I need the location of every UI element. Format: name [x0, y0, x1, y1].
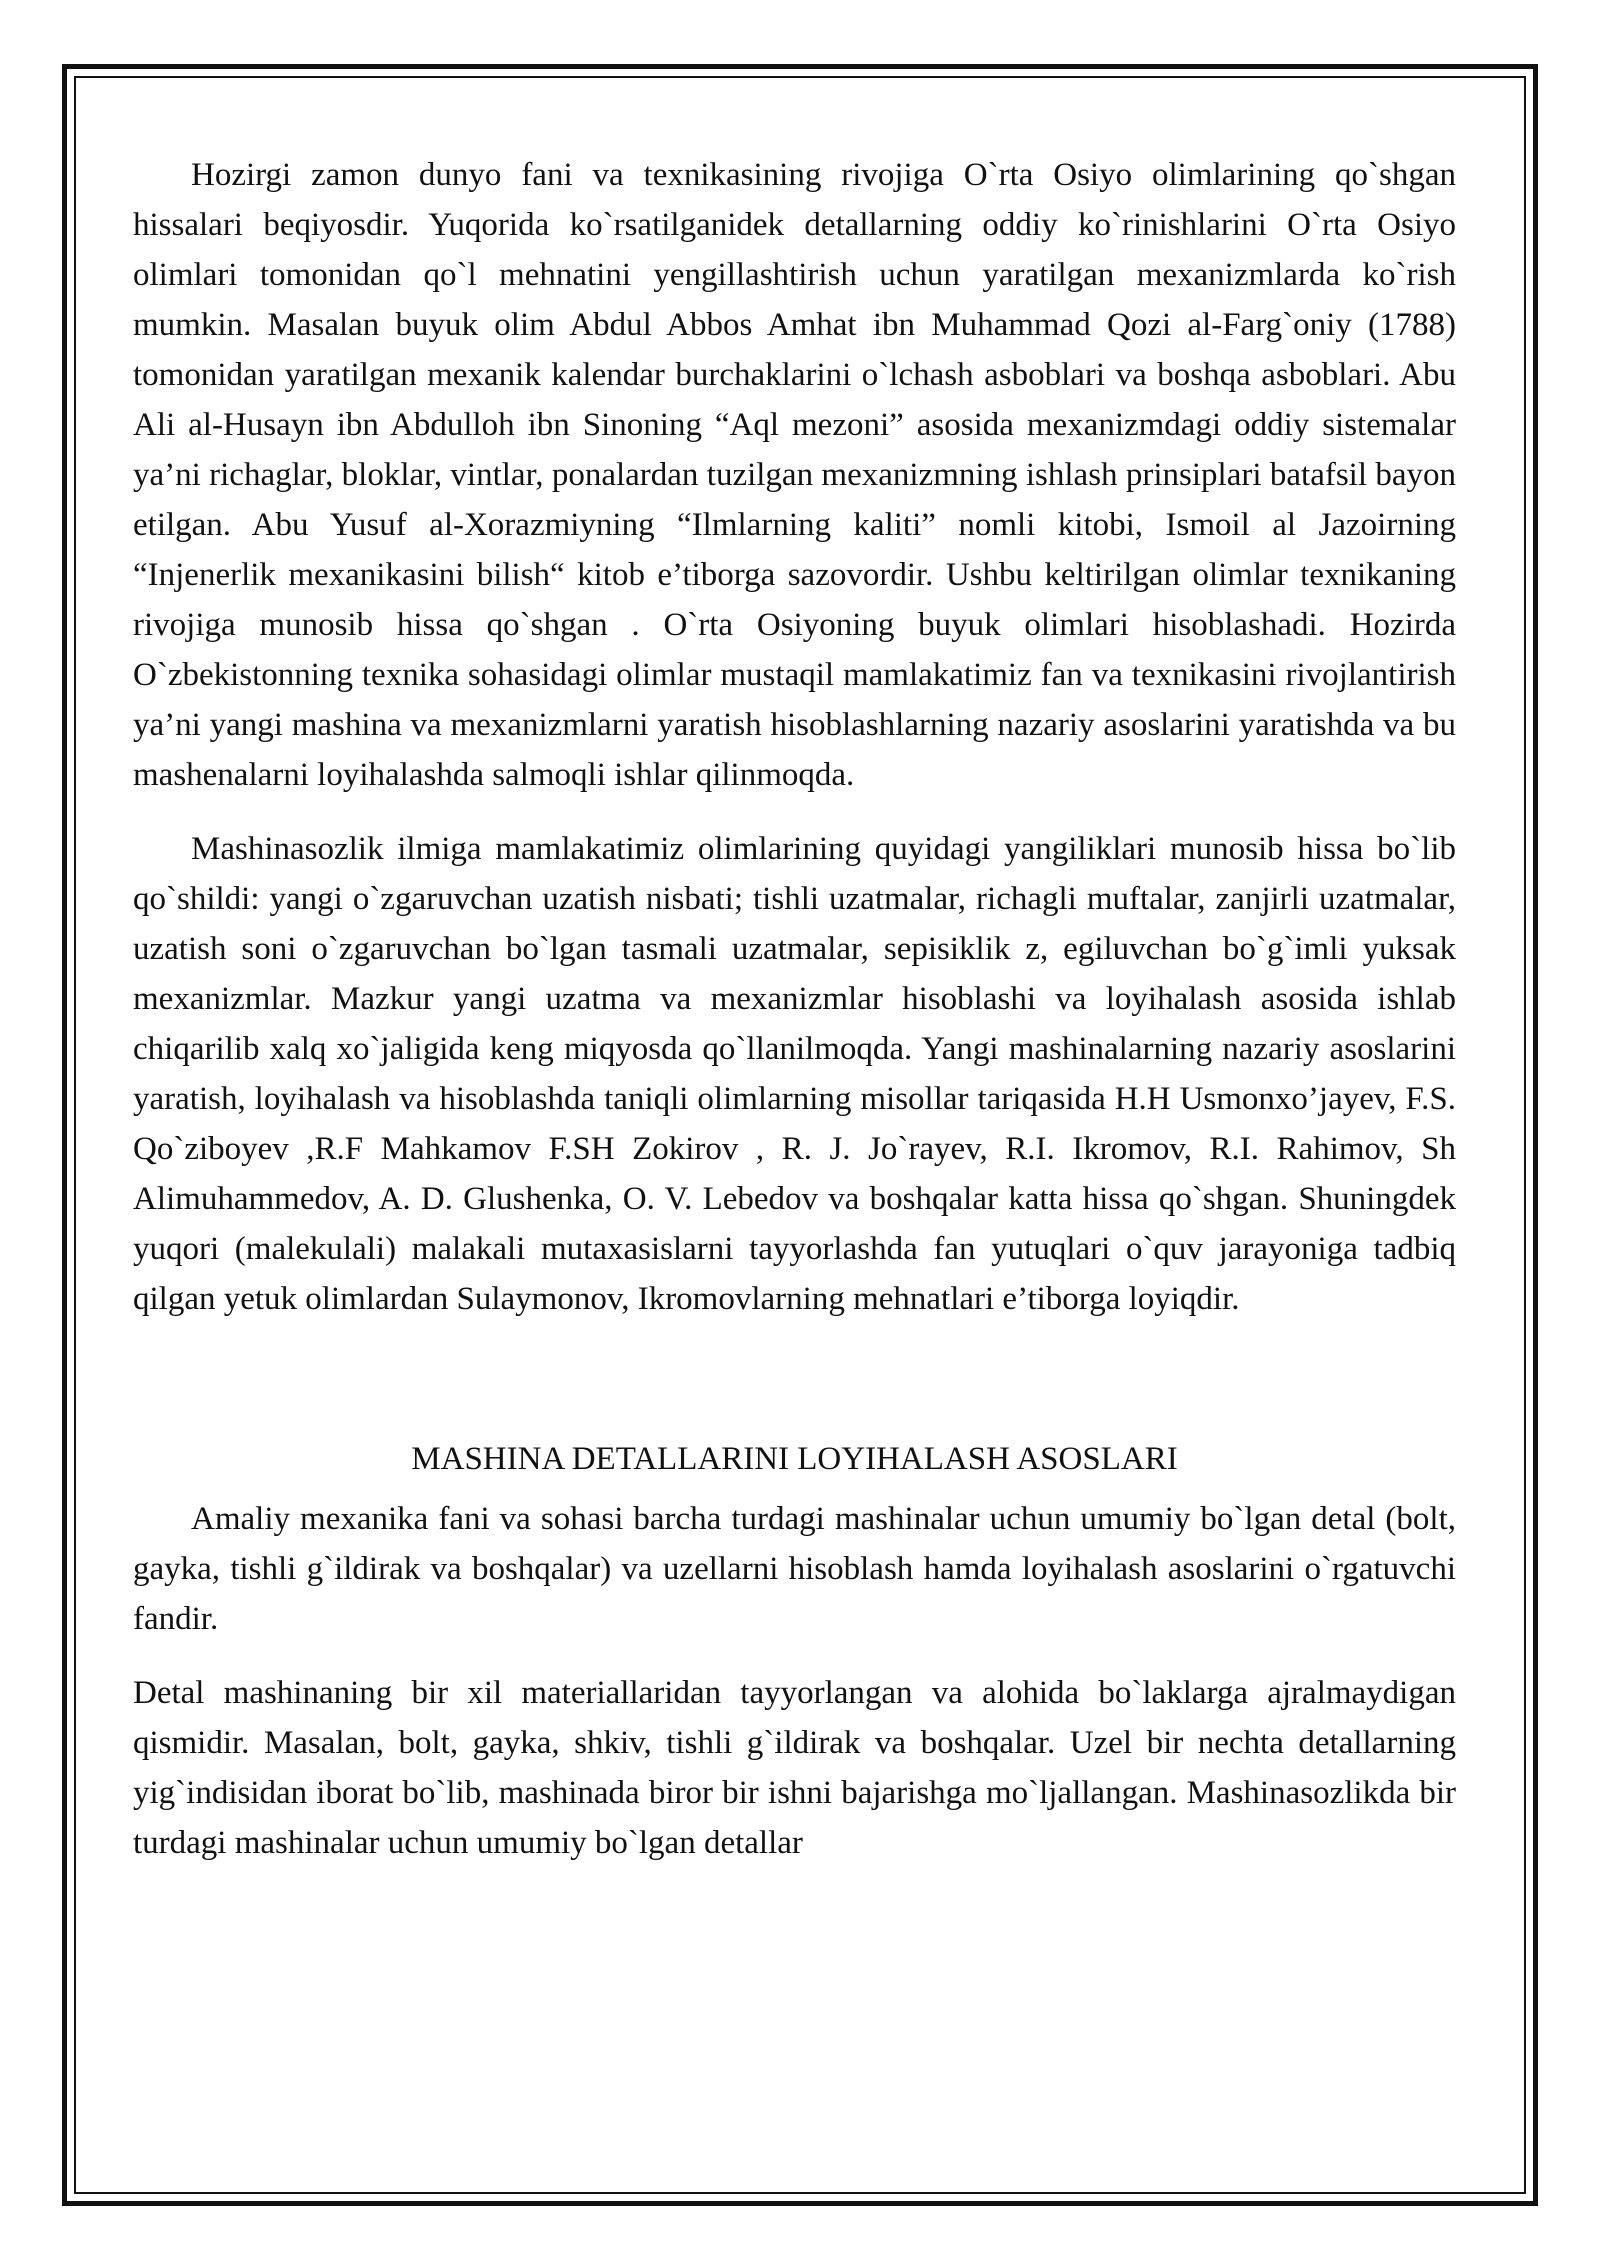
document-body [133, 150, 1456, 1892]
paragraph-mechanical-engineering-contributions: Mashinasozlik ilmiga mamlakatimiz olimlarining quyidagi yangiliklari munosib hissa bo`lib qo`shildi: yangi o`zgaruvchan uzatish nisbati; tishli uzatmalar, richagli muftalar, zanjirli uzatmalar, uzatish soni o`zgaruvchan bo`lgan tasmali uzatmalar, sepisiklik z, egiluvchan bo`g`imli yuksak mexanizmlar. Mazkur yangi uzatma va mexanizmlar hisoblashi va loyihalash asosida ishlab chiqarilib xalq xo`jaligida keng miqyosda qo`llanilmoqda. Yangi mashinalarning nazariy asoslarini yaratish, loyihalash va hisoblashda taniqli olimlarning misollar tariqasida H.H Usmonxo’jayev, F.S. Qo`ziboyev ,R.F Mahkamov F.SH Zokirov , R. J. Jo`rayev, R.I. Ikromov, R.I. Rahimov, Sh Alimuhammedov, A. D. Glushenka, O. V. Lebedov va boshqalar katta hissa qo`shgan. Shuningdek yuqori (malekulali) malakali mutaxasislarni tayyorlashda fan yutuqlari o`quv jarayoniga tadbiq qilgan yetuk olimlardan Sulaymonov, Ikromovlarning mehnatlari e’tiborga loyiqdir. [133, 831, 1456, 1317]
paragraph-applied-mechanics-definition: Amaliy mexanika fani va sohasi barcha turdagi mashinalar uchun umumiy bo`lgan detal (bolt, gayka, tishli g`ildirak va boshqalar) va uzellarni hisoblash hamda loyihalash asoslarini o`rgatuvchi fandir. [133, 1501, 1456, 1637]
section-heading: MASHINA DETALLARINI LOYIHALASH ASOSLARI [411, 1441, 1178, 1477]
paragraph-central-asian-scholars: Hozirgi zamon dunyo fani va texnikasining rivojiga O`rta Osiyo olimlarining qo`shgan hissalari beqiyosdir. Yuqorida ko`rsatilganidek detallarning oddiy ko`rinishlarini O`rta Osiyo olimlari tomonidan qo`l mehnatini yengillashtirish uchun yaratilgan mexanizmlarda ko`rish mumkin. Masalan buyuk olim Abdul Abbos Amhat ibn Muhammad Qozi al-Farg`oniy (1788) tomonidan yaratilgan mexanik kalendar burchaklarini o`lchash asboblari va boshqa asboblari. Abu Ali al-Husayn ibn Abdulloh ibn Sinoning “Aql mezoni” asosida mexanizmdagi oddiy sistemalar ya’ni richaglar, bloklar, vintlar, ponalardan tuzilgan mexanizmning ishlash prinsiplari batafsil bayon etilgan. Abu Yusuf al-Xorazmiyning “Ilmlarning kaliti” nomli kitobi, Ismoil al Jazoirning “Injenerlik mexanikasini bilish“ kitob e’tiborga sazovordir. Ushbu keltirilgan olimlar texnikaning rivojiga munosib hissa qo`shgan . O`rta Osiyoning buyuk olimlari hisoblashadi. Hozirda O`zbekistonning texnika sohasidagi olimlar mustaqil mamlakatimiz fan va texnikasini rivojlantirish ya’ni yangi mashina va mexanizmlarni yaratish hisoblashlarning nazariy asoslarini yaratishda va bu mashenalarni loyihalashda salmoqli ishlar qilinmoqda. [133, 157, 1456, 793]
paragraph-detail-definition: Detal mashinaning bir xil materiallaridan tayyorlangan va alohida bo`laklarga ajralmaydigan qismidir. Masalan, bolt, gayka, shkiv, tishli g`ildirak va boshqalar. Uzel bir nechta detallarning yig`indisidan iborat bo`lib, mashinada biror bir ishni bajarishga mo`ljallangan. Mashinasozlikda bir turdagi mashinalar uchun umumiy bo`lgan detallar [133, 1675, 1456, 1861]
